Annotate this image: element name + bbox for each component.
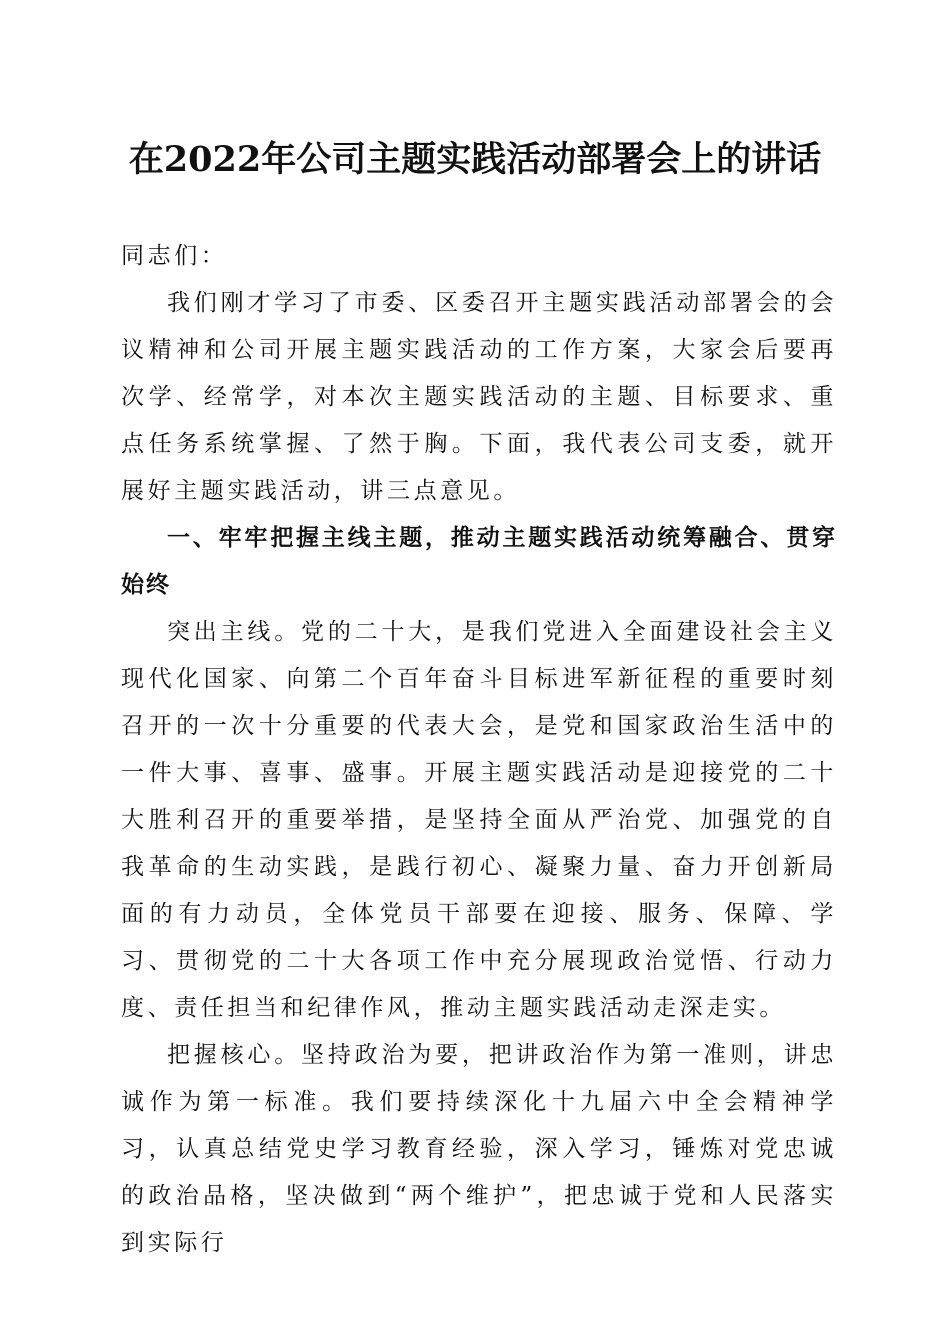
- document-body: [121, 233, 837, 1267]
- salutation: 同志们：: [121, 243, 228, 269]
- section-paragraph-grasp-core: 把握核心。坚持政治为要，把讲政治作为第一准则，讲忠诚作为第一标准。我们要持续深化十九届六中全会精神学习，认真总结党史学习教育经验，深入学习，锤炼对党忠诚的政治品格，坚决做到“两个维护”，把忠诚于党和人民落实到实际行: [121, 1042, 837, 1256]
- intro-paragraph: 我们刚才学习了市委、区委召开主题实践活动部署会的会议精神和公司开展主题实践活动的工作方案，大家会后要再次学、经常学，对本次主题实践活动的主题、目标要求、重点任务系统掌握、了然于胸。下面，我代表公司支委，就开展好主题实践活动，讲三点意见。: [121, 290, 837, 504]
- document-title: 在2022年公司主题实践活动部署会上的讲话: [128, 139, 822, 180]
- section-paragraph-highlight-mainline: 突出主线。党的二十大，是我们党进入全面建设社会主义现代化国家、向第二个百年奋斗目标进军新征程的重要时刻召开的一次十分重要的代表大会，是党和国家政治生活中的一件大事、喜事、盛事。开展主题实践活动是迎接党的二十大胜利召开的重要举措，是坚持全面从严治党、加强党的自我革命的生动实践，是践行初心、凝聚力量、奋力开创新局面的有力动员，全体党员干部要在迎接、服务、保障、学习、贯彻党的二十大各项工作中充分展现政治觉悟、行动力度、责任担当和纪律作风，推动主题实践活动走深走实。: [121, 619, 837, 1021]
- section-heading: 一、牢牢把握主线主题，推动主题实践活动统筹融合、贯穿始终: [121, 525, 837, 598]
